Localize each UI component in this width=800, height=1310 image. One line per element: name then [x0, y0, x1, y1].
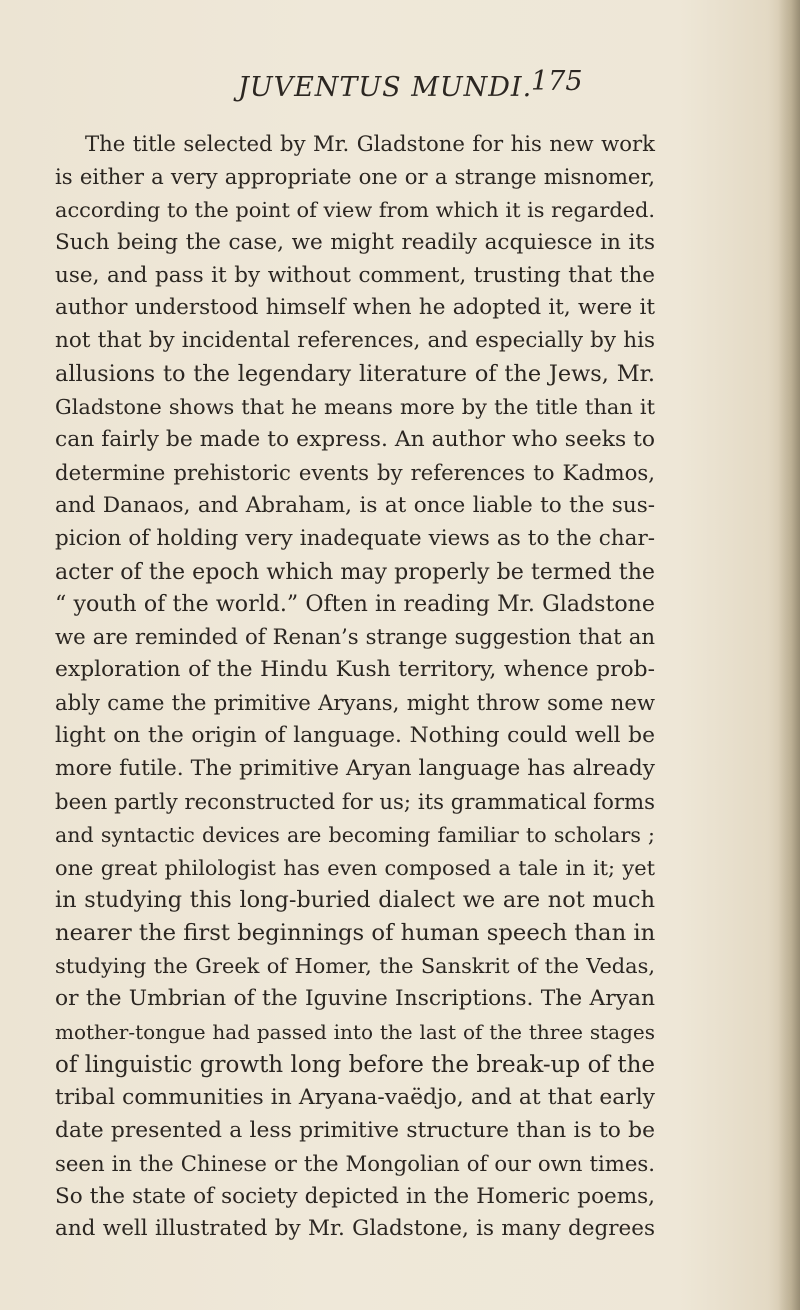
text-line: one great philologist has even composed a tale in it; yet [55, 855, 655, 880]
text-line: determine prehistoric events by references to Kadmos, [55, 459, 655, 485]
text-line: in studying this long-buried dialect we are not much [55, 887, 655, 914]
text-line: not that by incidental references, and especially by his [55, 328, 655, 354]
page-edge-shadow [778, 0, 800, 1310]
text-line: picion of holding very inadequate views as to the char- [55, 525, 655, 551]
text-line: of linguistic growth long before the break-up of the [55, 1051, 655, 1078]
text-line: and syntactic devices are becoming familiar to scholars ; [55, 822, 655, 847]
text-line: and Danaos, and Abraham, is at once liable to the sus- [55, 492, 655, 518]
text-line: and well illustrated by Mr. Gladstone, is many degrees [55, 1216, 655, 1242]
body-paragraph [55, 128, 655, 1246]
text-line: acter of the epoch which may properly be termed the [55, 558, 655, 585]
text-line: seen in the Chinese or the Mongolian of our own times. [55, 1150, 655, 1176]
page-number: 175 [531, 66, 583, 97]
text-line: ably came the primitive Aryans, might throw some new [55, 690, 655, 716]
text-line: mother-tongue had passed into the last of the three stages [55, 1020, 655, 1045]
text-line: author understood himself when he adopted it, were it [55, 295, 655, 321]
text-line: exploration of the Hindu Kush territory, whence prob- [55, 657, 655, 683]
text-line: more futile. The primitive Aryan language has already [55, 755, 655, 781]
text-line: light on the origin of language. Nothing could well be [55, 723, 655, 749]
text-line: allusions to the legendary literature of the Jews, Mr. [55, 361, 655, 388]
text-line: tribal communities in Aryana-vaëdjo, and at that early [55, 1084, 655, 1110]
text-line: according to the point of view from which it is regarded. [55, 197, 656, 222]
text-line: studying the Greek of Homer, the Sanskrit of the Vedas, [55, 954, 655, 979]
text-line: So the state of society depicted in the Homeric poems, [55, 1183, 655, 1209]
text-line: “ youth of the world.” Often in reading Mr. Gladstone [55, 591, 655, 618]
running-head: JUVENTUS MUNDI. [238, 72, 533, 103]
text-line: date presented a less primitive structure than is to be [55, 1117, 655, 1143]
text-line: can fairly be made to express. An author who seeks to [55, 427, 655, 453]
text-line: we are reminded of Renan’s strange suggestion that an [55, 624, 655, 650]
text-line: The title selected by Mr. Gladstone for his new work [85, 131, 655, 156]
text-line: use, and pass it by without comment, trusting that the [55, 262, 655, 288]
page-header [0, 66, 800, 112]
text-line: Gladstone shows that he means more by the title than it [55, 395, 655, 420]
text-line: nearer the first beginnings of human speech than in [55, 920, 656, 947]
text-line: or the Umbrian of the Iguvine Inscriptions. The Aryan [55, 986, 655, 1012]
text-line: Such being the case, we might readily acquiesce in its [55, 229, 655, 255]
text-line: been partly reconstructed for us; its grammatical forms [55, 788, 655, 814]
text-line: is either a very appropriate one or a strange misnomer, [55, 163, 655, 189]
